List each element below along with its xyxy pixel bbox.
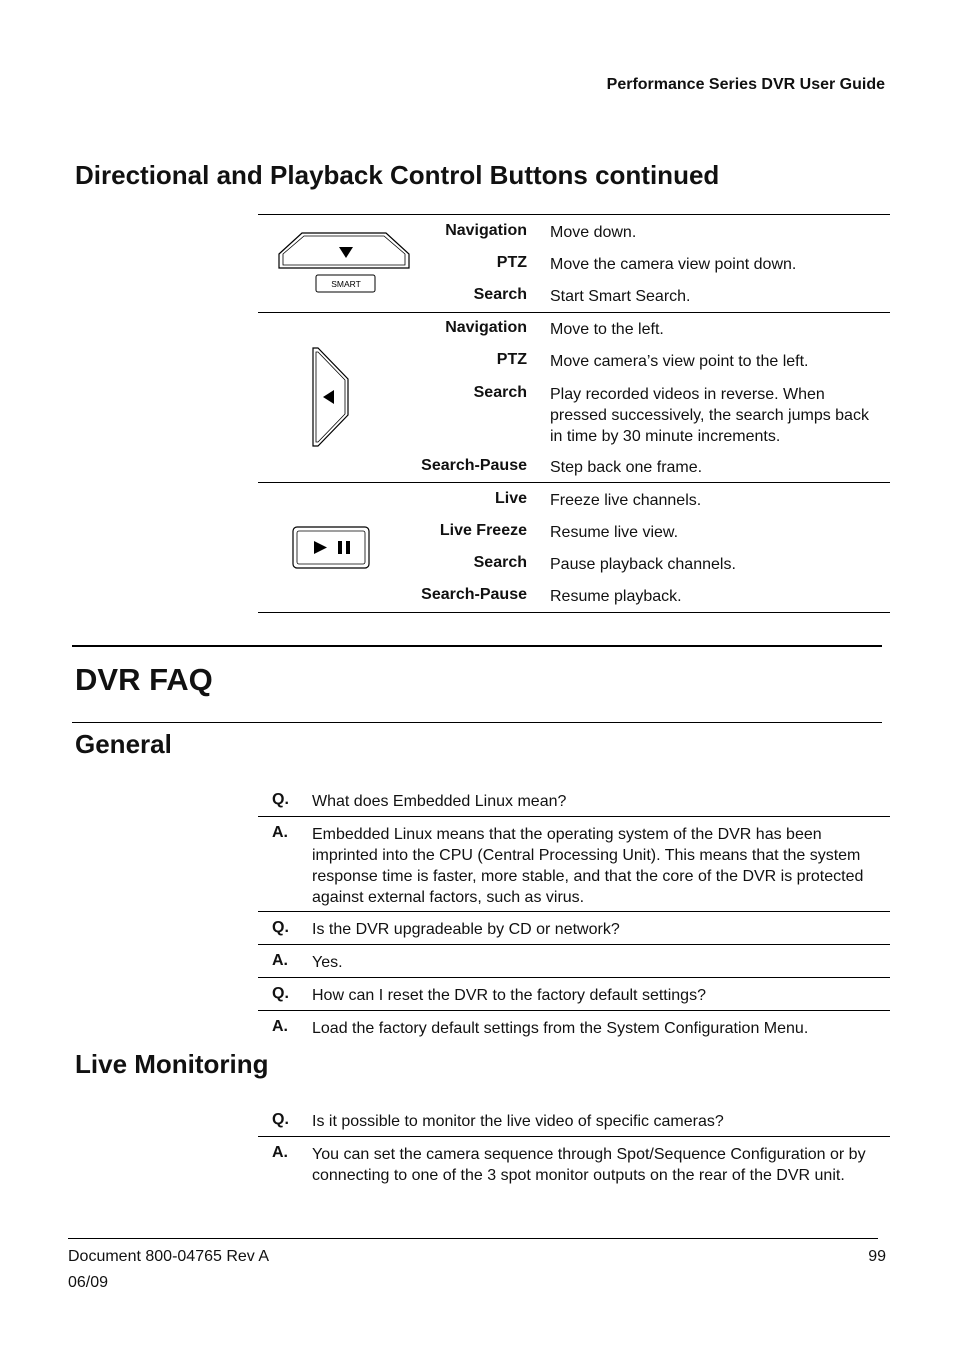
faq-rule <box>258 977 890 978</box>
table-rule-top <box>258 214 890 215</box>
faq-key: Q. <box>272 919 289 936</box>
term-label: Navigation <box>445 319 527 336</box>
term-label: Search-Pause <box>421 586 527 603</box>
term-label: Live <box>494 490 527 507</box>
term-description: Move down. <box>550 224 637 241</box>
term-description: Resume playback. <box>550 588 682 605</box>
chapter-title: DVR FAQ <box>75 662 213 697</box>
faq-text: Is it possible to monitor the live video of specific cameras? <box>312 1113 724 1130</box>
faq-text: You can set the camera sequence through Spot/Sequence Configuration or by connecting to one of the 3 spot monitor outputs on the rear of the DVR unit. <box>312 1146 866 1184</box>
left-arrow-button-icon <box>308 345 354 449</box>
table-rule <box>258 482 890 483</box>
section-heading: Directional and Playback Control Buttons continued <box>75 160 720 190</box>
faq-text: Yes. <box>312 954 343 971</box>
faq-rule <box>258 1136 890 1137</box>
term-label: Search <box>473 384 527 401</box>
faq-rule <box>258 816 890 817</box>
faq-text: Is the DVR upgradeable by CD or network? <box>312 921 620 938</box>
play-pause-button-icon <box>290 524 374 572</box>
term-description: Move to the left. <box>550 321 664 338</box>
faq-key: A. <box>272 952 288 969</box>
table-rule <box>258 312 890 313</box>
term-label: Search <box>473 554 527 571</box>
section-rule <box>72 722 882 723</box>
term-description: Move the camera view point down. <box>550 256 797 273</box>
term-description: Start Smart Search. <box>550 288 691 305</box>
smart-label: SMART <box>331 279 361 289</box>
section-heading-general: General <box>75 729 172 759</box>
term-description: Move camera’s view point to the left. <box>550 353 809 370</box>
term-label: PTZ <box>496 254 527 271</box>
footer-rule <box>68 1238 878 1239</box>
running-header: Performance Series DVR User Guide <box>606 76 885 93</box>
footer-date: 06/09 <box>68 1274 109 1291</box>
term-description: Play recorded videos in reverse. When pressed successively, the search jumps back in time by 30 minute increments. <box>550 386 869 445</box>
term-description: Step back one frame. <box>550 459 703 476</box>
faq-key: A. <box>272 824 288 841</box>
term-description: Resume live view. <box>550 524 679 541</box>
down-arrow-smart-button-icon <box>276 230 416 296</box>
term-label: Search <box>473 286 527 303</box>
faq-text: What does Embedded Linux mean? <box>312 793 567 810</box>
term-label: Search-Pause <box>421 457 527 474</box>
faq-rule <box>258 911 890 912</box>
faq-text: How can I reset the DVR to the factory default settings? <box>312 987 706 1004</box>
term-description: Pause playback channels. <box>550 556 736 573</box>
faq-key: A. <box>272 1144 288 1161</box>
faq-text: Embedded Linux means that the operating system of the DVR has been imprinted into the CPU (Central Processing Unit). This means that the system response time is faster, more stable, and that the core of the DVR is protected against external factors, such as virus. <box>312 826 864 906</box>
term-label: Navigation <box>445 222 527 239</box>
faq-key: Q. <box>272 1111 289 1128</box>
page-number: 99 <box>868 1248 886 1265</box>
faq-text: Load the factory default settings from the System Configuration Menu. <box>312 1020 809 1037</box>
faq-rule <box>258 944 890 945</box>
chapter-rule <box>72 645 882 647</box>
faq-key: Q. <box>272 985 289 1002</box>
faq-key: A. <box>272 1018 288 1035</box>
term-description: Freeze live channels. <box>550 492 702 509</box>
table-rule-bottom <box>258 612 890 613</box>
faq-key: Q. <box>272 791 289 808</box>
faq-rule <box>258 1010 890 1011</box>
section-heading-live-monitoring: Live Monitoring <box>75 1049 269 1079</box>
term-label: Live Freeze <box>439 522 527 539</box>
term-label: PTZ <box>496 351 527 368</box>
footer-document-number: Document 800-04765 Rev A <box>68 1248 270 1265</box>
